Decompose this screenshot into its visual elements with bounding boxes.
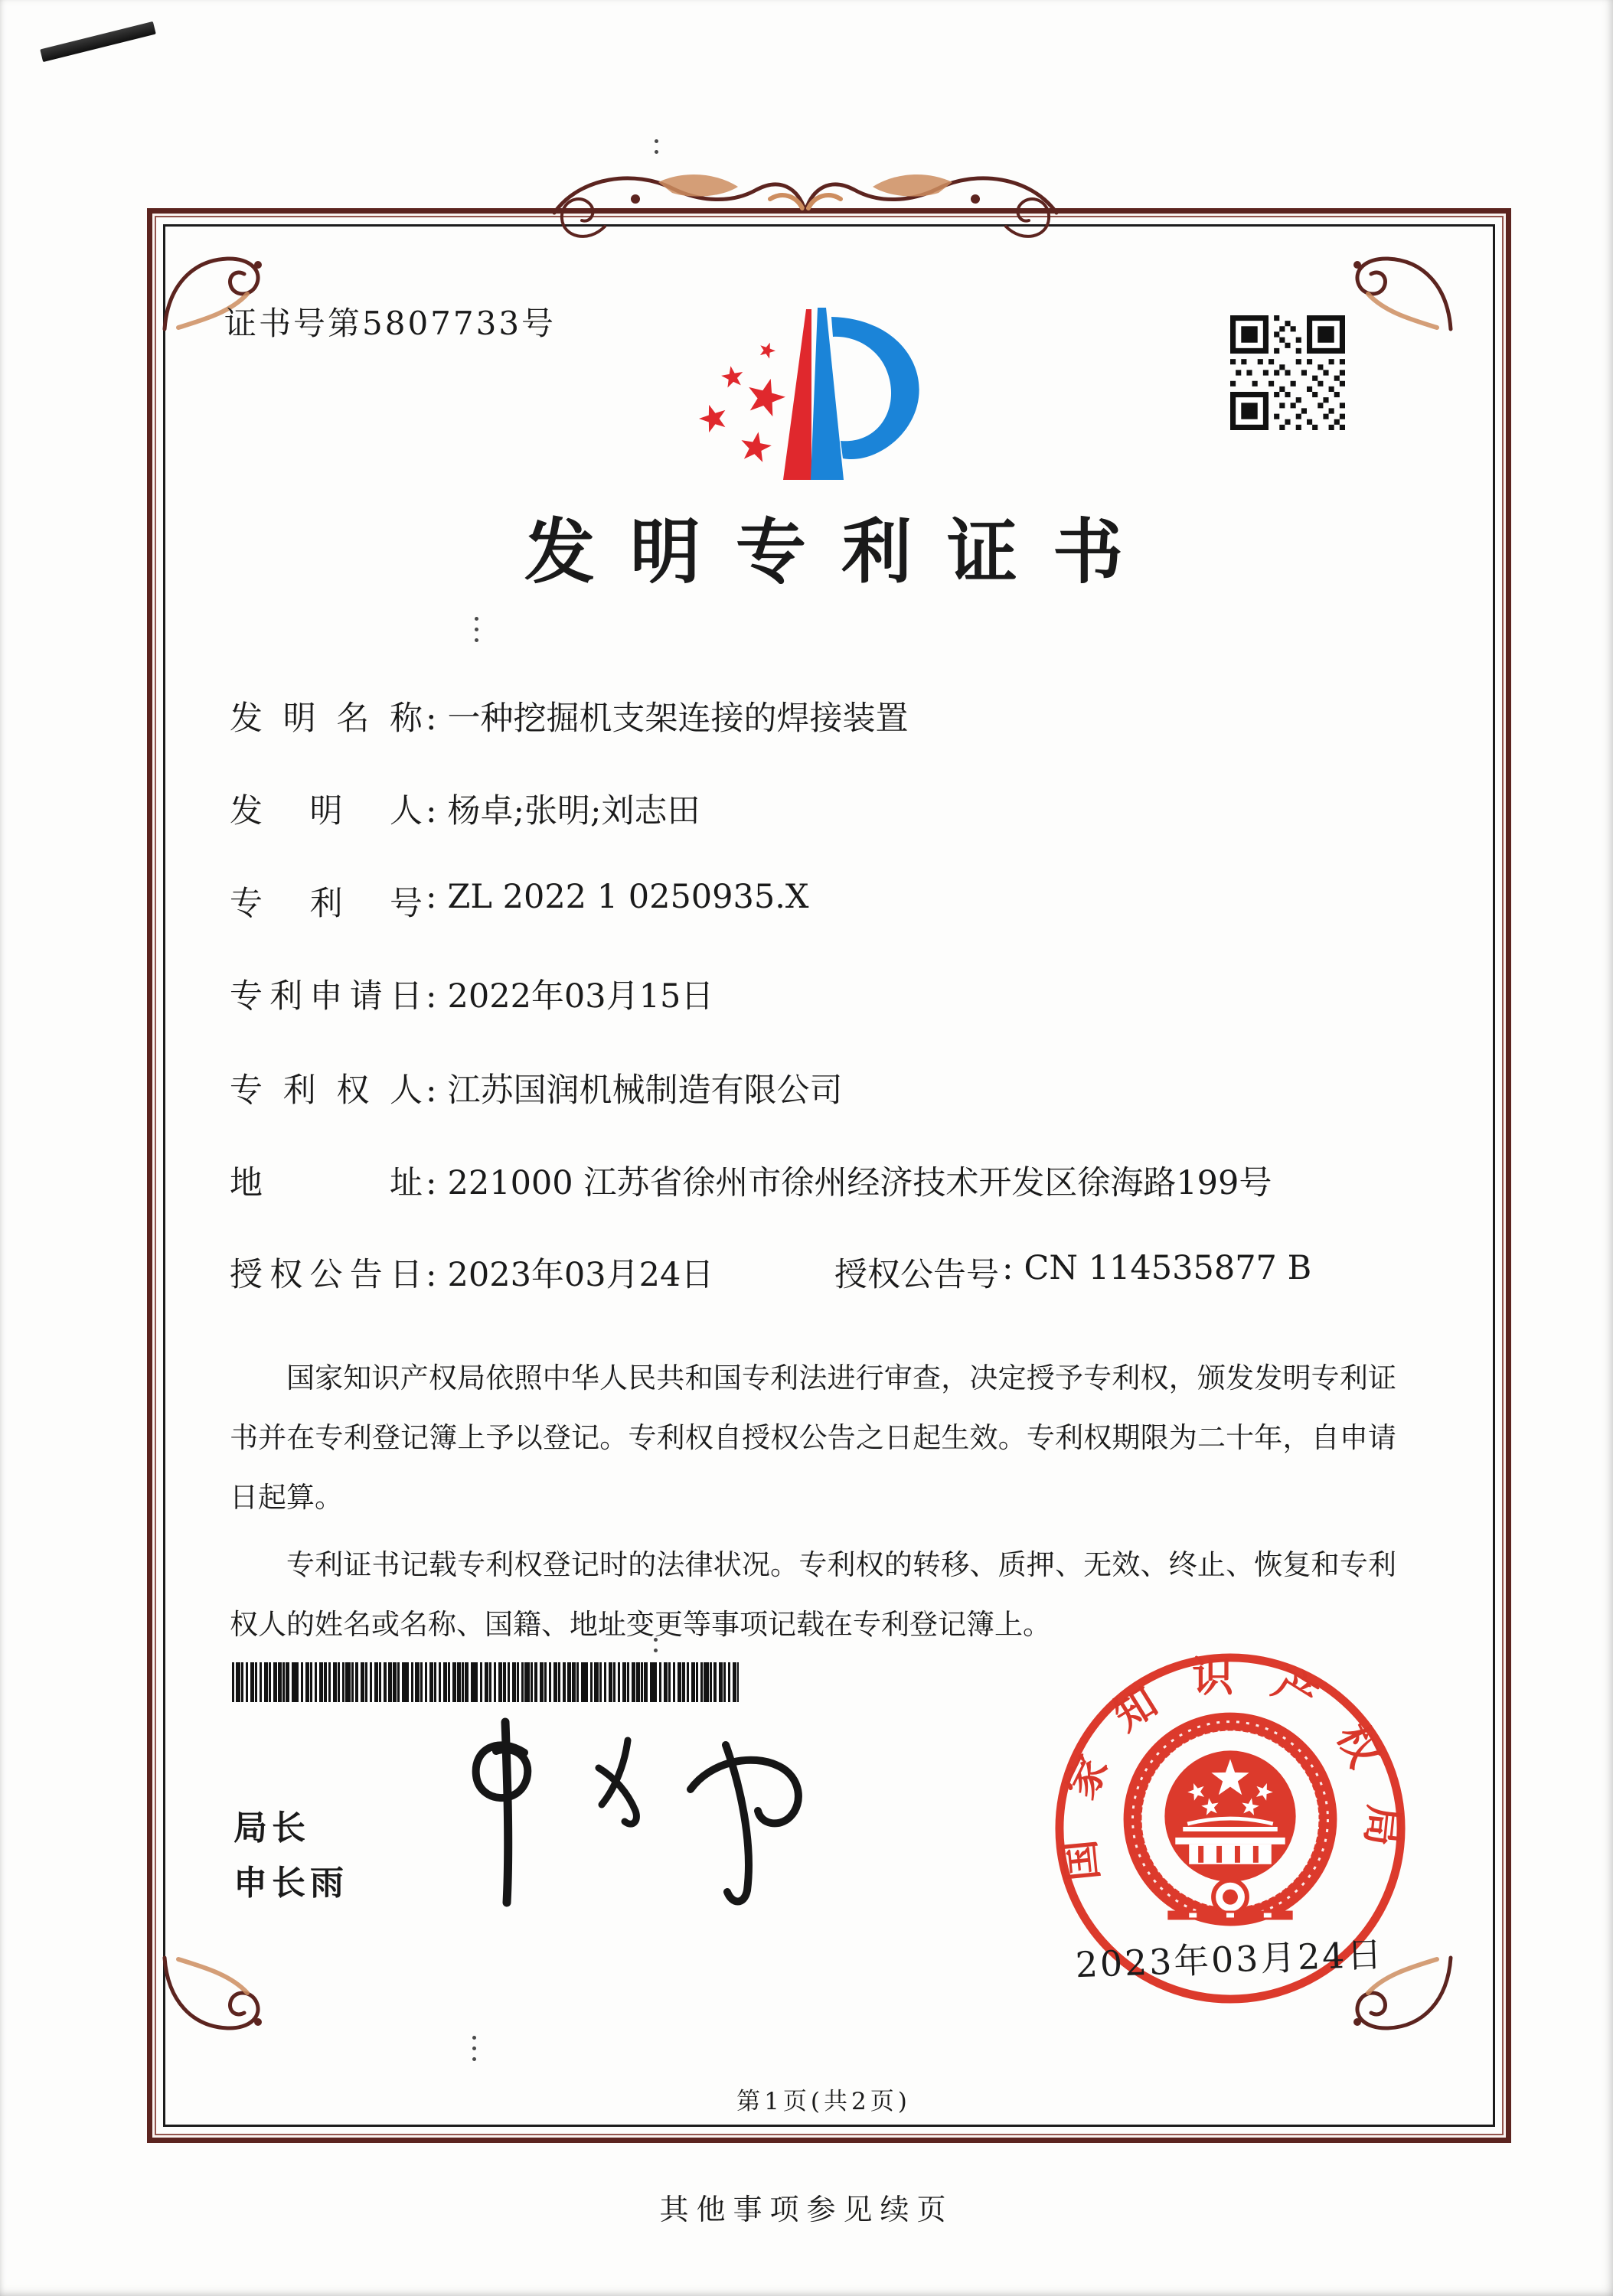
legal-text-block bbox=[230, 1349, 1396, 1655]
field-label-grant-number: 授权公告号 bbox=[834, 1256, 999, 1294]
field-value-filing-date: 2022年03月15日 bbox=[447, 977, 714, 1016]
continuation-note: 其他事项参见续页 bbox=[659, 2193, 954, 2226]
colon: : bbox=[426, 977, 437, 1016]
director-name: 申长雨 bbox=[233, 1864, 348, 1902]
field-value-inventors: 杨卓;张明;刘志田 bbox=[447, 792, 700, 830]
field-value-patentee: 江苏国润机械制造有限公司 bbox=[447, 1071, 843, 1110]
national-emblem-icon bbox=[1133, 1722, 1328, 1920]
field-label-address: 地址 bbox=[230, 1164, 423, 1202]
dot-artifact bbox=[655, 139, 658, 154]
page-indicator: 第1页(共2页) bbox=[736, 2088, 911, 2115]
field-value-grant-number: CN 114535877 B bbox=[1024, 1249, 1312, 1287]
field-label-patent-number: 专利号 bbox=[230, 885, 423, 923]
field-label-grant-date: 授权公告日 bbox=[230, 1256, 423, 1294]
top-right-corner-ornament bbox=[1344, 222, 1458, 337]
field-value-address: 221000 江苏省徐州市徐州经济技术开发区徐海路199号 bbox=[447, 1164, 1272, 1202]
cnipa-official-seal bbox=[1047, 1645, 1413, 2011]
colon: : bbox=[1002, 1249, 1014, 1287]
certificate-title: 发明专利证书 bbox=[524, 510, 1158, 593]
field-value-invention-name: 一种挖掘机支架连接的焊接装置 bbox=[447, 700, 909, 738]
seal-date: 2023年03月24日 bbox=[1074, 1933, 1385, 1986]
colon: : bbox=[426, 792, 437, 830]
director-title-label: 局长 bbox=[233, 1809, 310, 1847]
top-center-flourish-ornament bbox=[544, 153, 1067, 268]
legal-paragraph-1: 国家知识产权局依照中华人民共和国专利法进行审查，决定授予专利权，颁发发明专利证书并在专利登记簿上予以登记。专利权自授权公告之日起生效。专利权期限为二十年，自申请日起算。 bbox=[230, 1362, 1396, 1514]
seal-ring-text: 国家知识产权局 bbox=[1051, 1652, 1409, 1883]
colon: : bbox=[426, 1256, 437, 1294]
field-label-inventors: 发明人 bbox=[230, 792, 423, 830]
colon: : bbox=[426, 878, 437, 916]
certificate-fields bbox=[230, 693, 1401, 1313]
barcode bbox=[232, 1662, 739, 1702]
field-label-invention-name: 发明名称 bbox=[230, 700, 423, 738]
certificate-number: 证书号第5807733号 bbox=[224, 305, 557, 342]
scan-artifact-mark bbox=[40, 21, 156, 62]
colon: : bbox=[426, 700, 437, 738]
colon: : bbox=[426, 1071, 437, 1110]
dot-artifact bbox=[472, 2036, 476, 2061]
bottom-left-corner-ornament bbox=[157, 1950, 272, 2065]
director-signature bbox=[398, 1713, 842, 1919]
field-value-grant-date: 2023年03月24日 bbox=[447, 1256, 714, 1294]
qr-code bbox=[1230, 315, 1345, 430]
dot-artifact bbox=[475, 617, 478, 642]
colon: : bbox=[426, 1164, 437, 1202]
legal-paragraph-2: 专利证书记载专利权登记时的法律状况。专利权的转移、质押、无效、终止、恢复和专利权人的姓名或名称、国籍、地址变更等事项记载在专利登记簿上。 bbox=[230, 1548, 1396, 1641]
field-label-filing-date: 专利申请日 bbox=[230, 977, 423, 1016]
field-value-patent-number: ZL 2022 1 0250935.X bbox=[447, 878, 809, 916]
field-label-patentee: 专利权人 bbox=[230, 1071, 423, 1110]
cnipa-logo-icon bbox=[651, 291, 945, 491]
